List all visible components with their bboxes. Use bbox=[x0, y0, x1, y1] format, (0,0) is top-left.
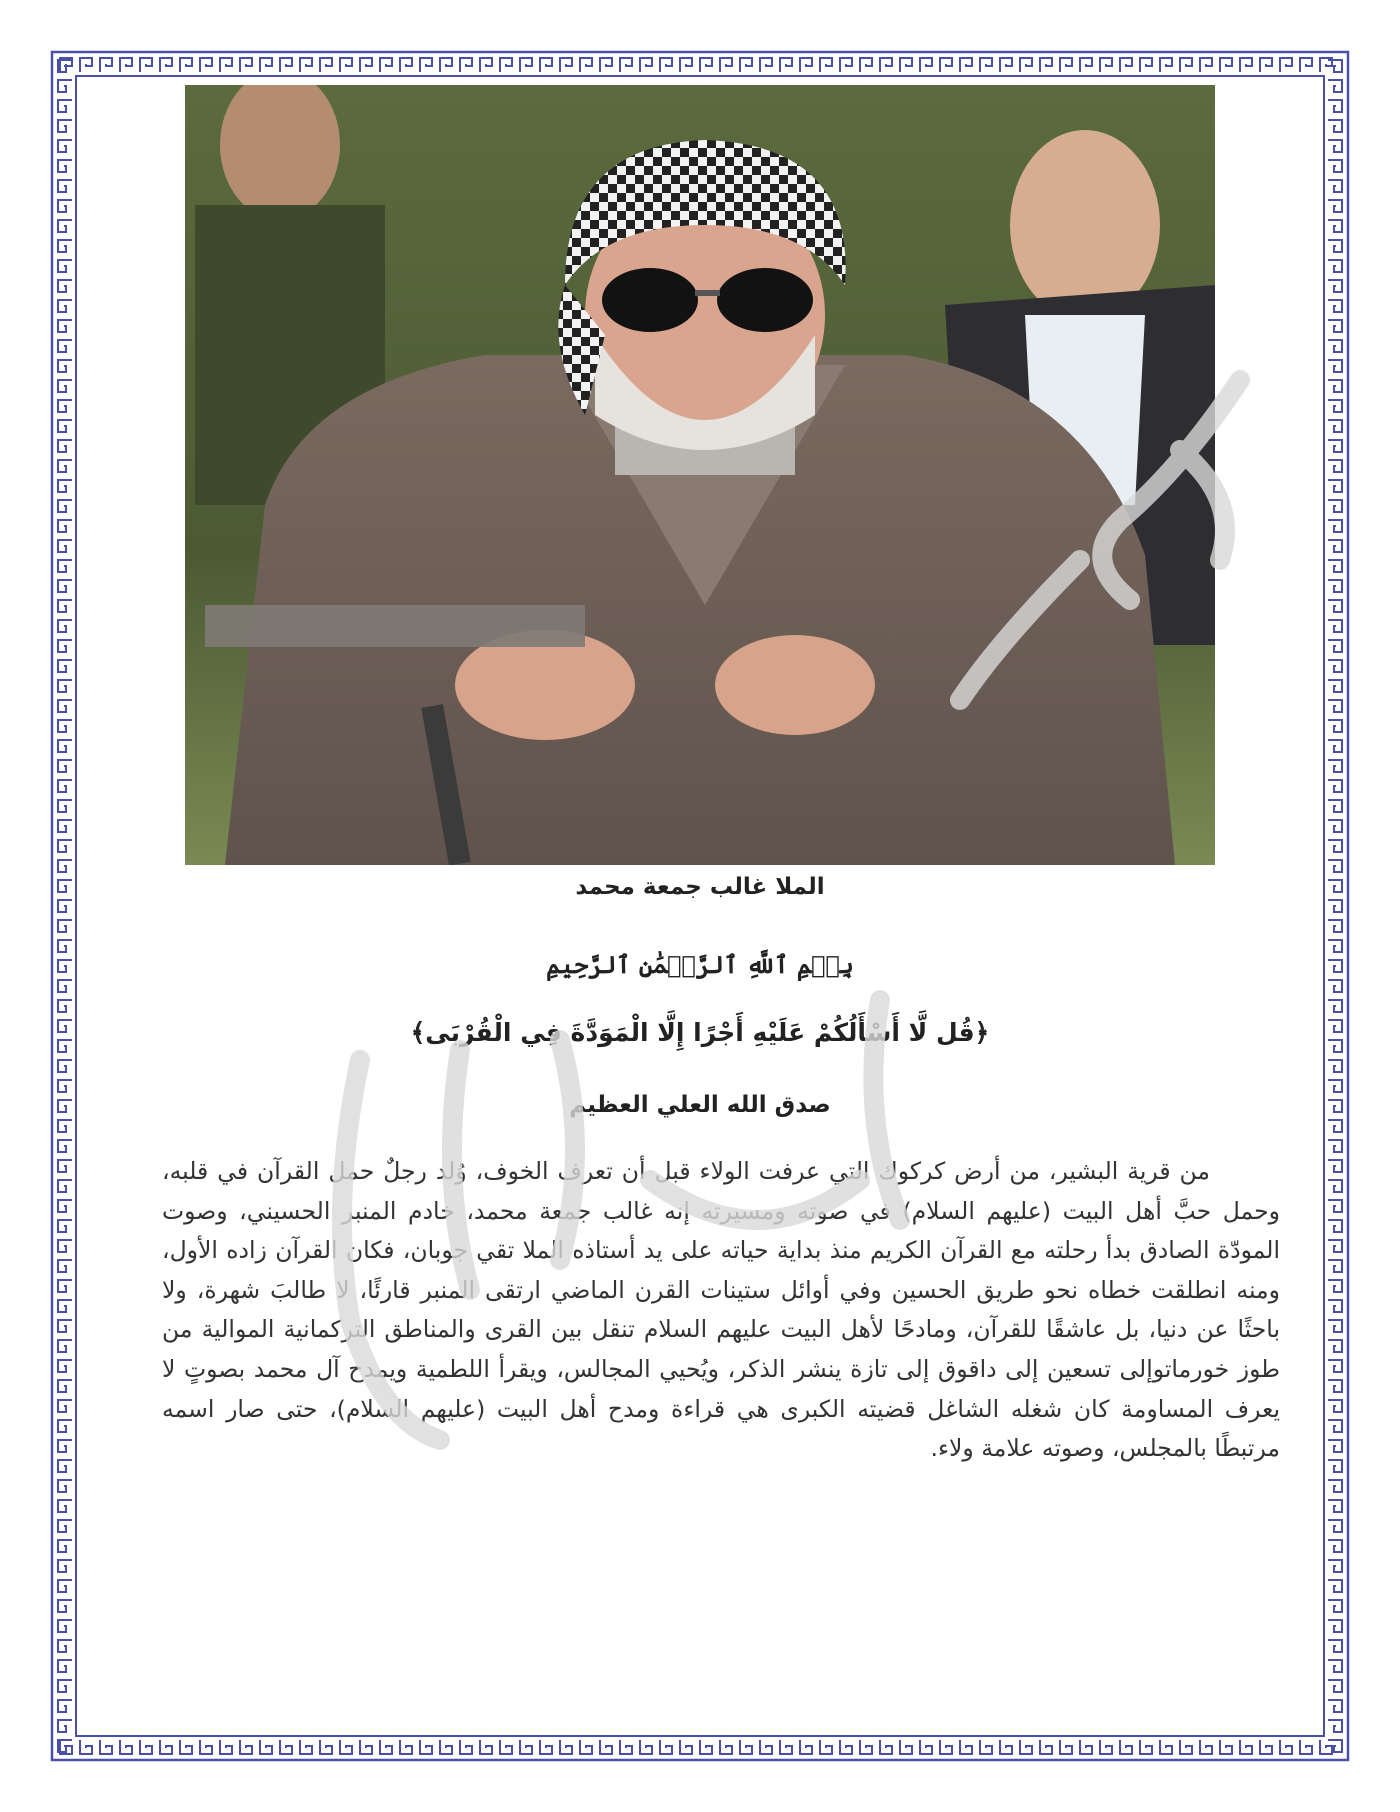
portrait-photo bbox=[185, 85, 1215, 865]
quran-verse: ﴿قُل لَّا أَسْأَلُكُمْ عَلَيْهِ أَجْرًا إِلَّا الْمَوَدَّةَ فِي الْقُرْبَى﴾ bbox=[410, 1018, 990, 1047]
photo-caption: الملا غالب جمعة محمد bbox=[575, 874, 825, 900]
basmala: بِسۡمِ ٱللَّهِ ٱلرَّحۡمَٰنِ ٱلرَّحِيمِ bbox=[546, 950, 854, 979]
biography-text bbox=[162, 1152, 1280, 1469]
closing-phrase: صدق الله العلي العظيم bbox=[569, 1092, 831, 1118]
biography-paragraph: من قرية البشير، من أرض كركوك التي عرفت الولاء قبل أن تعرف الخوف، وُلد رجلٌ حمل القرآن في قلبه، وحمل حبَّ أهل البيت (عليهم السلام) في صوته ومسيرته إنه غالب جمعة محمد، خادم المنبر الحسيني، وصوت المودّة الصادق بدأ رحلته مع القرآن الكريم منذ بداية حياته على يد أستاذه الملا تقي جوبان، فكان القرآن زاده الأول، ومنه انطلقت خطاه نحو طريق الحسين وفي أوائل ستينات القرن الماضي ارتقى المنبر قارئًا، لا طالبَ شهرة، ولا باحثًا عن دنيا، بل عاشقًا للقرآن، ومادحًا لأهل البيت عليهم السلام تنقل بين القرى والمناطق التركمانية الموالية من طوز خورماتوإلى تسعين إلى داقوق إلى تازة ينشر الذكر، ويُحيي المجالس، ويقرأ اللطمية ويمدح آل محمد بصوتٍ لا يعرف المساومة كان شغله الشاغل قضيته الكبرى هي قراءة ومدح أهل البيت (عليهم السلام)، حتى صار اسمه مرتبطًا بالمجلس، وصوته علامة ولاء. bbox=[162, 1157, 1280, 1463]
